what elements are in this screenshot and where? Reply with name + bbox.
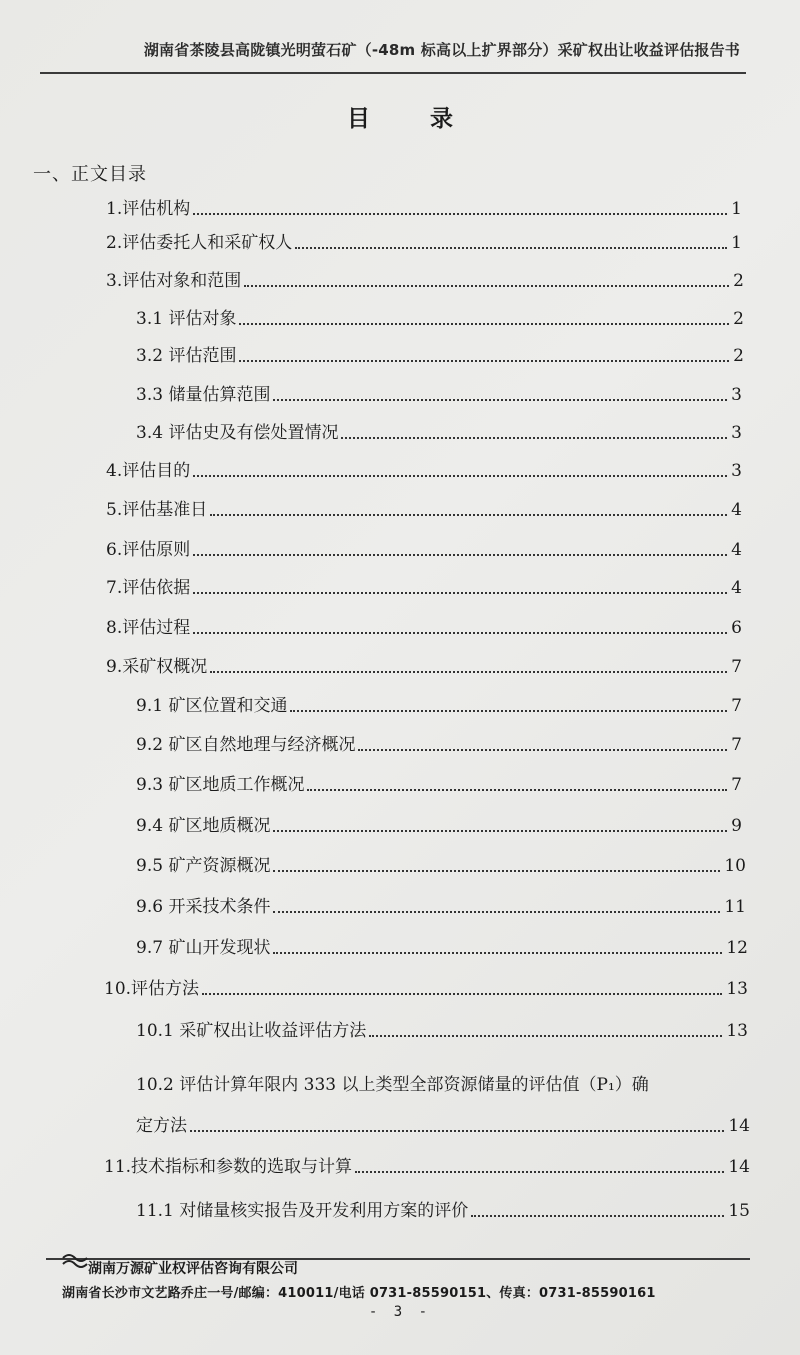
- toc-entry-label: 9.4 矿区地质概况: [136, 816, 271, 836]
- toc-entry: [106, 194, 742, 220]
- toc-entry: [136, 933, 748, 959]
- toc-entry-continuation: 定方法: [136, 1116, 187, 1136]
- toc-leader: [355, 1171, 724, 1173]
- toc-entry-page: 2: [733, 309, 744, 329]
- toc-entry: [136, 730, 742, 756]
- toc-entry-page: 4: [731, 500, 742, 520]
- toc-entry-page: 9: [731, 816, 742, 836]
- toc-leader: [290, 710, 727, 712]
- toc-entry-label: 2.评估委托人和采矿权人: [106, 233, 293, 253]
- toc-leader: [295, 247, 727, 249]
- toc-entry: [106, 613, 742, 639]
- toc-leader: [239, 360, 729, 362]
- footer-address: 湖南省长沙市文艺路乔庄一号/邮编：410011/电话 0731-85590151、传真：0731-85590161: [62, 1286, 656, 1301]
- toc-entry: [136, 851, 746, 877]
- toc-entry: [106, 535, 742, 561]
- toc-entry-page: 11: [724, 897, 746, 917]
- toc-entry-label: 9.3 矿区地质工作概况: [136, 775, 305, 795]
- toc-leader: [193, 592, 727, 594]
- toc-entry: [104, 1152, 750, 1178]
- toc-entry-page: 10: [724, 856, 746, 876]
- toc-entry-label: 9.7 矿山开发现状: [136, 938, 271, 958]
- toc-entry: [136, 892, 746, 918]
- toc-entry-label: 10.2 评估计算年限内 333 以上类型全部资源储量的评估值（P₁）确: [136, 1075, 649, 1095]
- toc-leader: [193, 632, 727, 634]
- toc-entry-label: 7.评估依据: [106, 578, 191, 598]
- toc-entry: [106, 456, 742, 482]
- toc-entry: [136, 811, 742, 837]
- toc-entry-page: 12: [726, 938, 748, 958]
- toc-entry: [136, 1196, 750, 1222]
- toc-entry-label: 9.1 矿区位置和交通: [136, 696, 288, 716]
- toc-entry-label: 3.评估对象和范围: [106, 271, 242, 291]
- toc-entry: [136, 341, 744, 367]
- toc-leader: [273, 830, 727, 832]
- toc-entry-label: 9.5 矿产资源概况: [136, 856, 271, 876]
- toc-entry: [136, 691, 742, 717]
- toc-entry-page: 13: [726, 979, 748, 999]
- toc-entry-label: 9.6 开采技术条件: [136, 897, 271, 917]
- toc-entry: [106, 573, 742, 599]
- toc-leader: [210, 671, 727, 673]
- toc-entry-page: 7: [731, 696, 742, 716]
- toc-leader: [239, 323, 729, 325]
- toc-entry-page: 6: [731, 618, 742, 638]
- toc-entry-page: 1: [731, 199, 742, 219]
- toc-leader: [202, 993, 722, 995]
- toc-entry-page: 3: [731, 461, 742, 481]
- toc-entry-page: 7: [731, 657, 742, 677]
- toc-leader: [307, 789, 727, 791]
- toc-leader: [193, 475, 727, 477]
- toc-entry-label: 3.3 储量估算范围: [136, 385, 271, 405]
- footer-company-name: 湖南万源矿业权评估咨询有限公司: [88, 1261, 298, 1277]
- toc-leader: [369, 1035, 722, 1037]
- toc-entry: [136, 380, 742, 406]
- toc-entry-label: 1.评估机构: [106, 199, 191, 219]
- toc-entry-page: 7: [731, 775, 742, 795]
- toc-entry: [136, 1111, 750, 1137]
- toc-entry-label: 8.评估过程: [106, 618, 191, 638]
- toc-leader: [341, 437, 727, 439]
- toc-entry-page: 2: [733, 271, 744, 291]
- toc-entry: [106, 228, 742, 254]
- toc-entry-label: 9.采矿权概况: [106, 657, 208, 677]
- toc-entry-label: 10.评估方法: [104, 979, 200, 999]
- toc-entry: [136, 770, 742, 796]
- running-header: 湖南省茶陵县高陇镇光明萤石矿（-48m 标高以上扩界部分）采矿权出让收益评估报告书: [143, 41, 740, 59]
- toc-entry-label: 11.技术指标和参数的选取与计算: [104, 1157, 353, 1177]
- toc-entry: [136, 1016, 748, 1042]
- toc-leader: [273, 399, 727, 401]
- section-heading: 一、正文目录: [33, 164, 147, 185]
- toc-leader: [273, 952, 722, 954]
- toc-entry: [136, 418, 742, 444]
- toc-entry: [104, 974, 748, 1000]
- toc-entry-page: 14: [728, 1157, 750, 1177]
- company-logo-icon: [62, 1252, 88, 1270]
- toc-leader: [273, 911, 720, 913]
- toc-entry: [106, 266, 744, 292]
- toc-entry: [106, 495, 742, 521]
- toc-entry-page: 4: [731, 540, 742, 560]
- toc-entry: [136, 304, 744, 330]
- toc-entry-label: 9.2 矿区自然地理与经济概况: [136, 735, 356, 755]
- toc-entry-page: 7: [731, 735, 742, 755]
- toc-entry-page: 4: [731, 578, 742, 598]
- toc-leader: [193, 213, 727, 215]
- toc-leader: [244, 285, 729, 287]
- page-number: - 3 -: [368, 1304, 432, 1320]
- toc-leader: [273, 870, 720, 872]
- toc-entry-page: 1: [731, 233, 742, 253]
- toc-entry-label: 6.评估原则: [106, 540, 191, 560]
- toc-entry-label: 11.1 对储量核实报告及开发利用方案的评价: [136, 1201, 469, 1221]
- toc-entry-page: 14: [728, 1116, 750, 1136]
- toc-entry-page: 2: [733, 346, 744, 366]
- toc-entry-page: 3: [731, 423, 742, 443]
- toc-entry-label: 5.评估基准日: [106, 500, 208, 520]
- toc-leader: [193, 554, 727, 556]
- toc-entry-page: 3: [731, 385, 742, 405]
- toc-entry-label: 10.1 采矿权出让收益评估方法: [136, 1021, 367, 1041]
- toc-entry-label: 4.评估目的: [106, 461, 191, 481]
- toc-title: 目 录: [346, 106, 479, 132]
- toc-leader: [471, 1215, 724, 1217]
- toc-leader: [210, 514, 727, 516]
- toc-leader: [190, 1130, 724, 1132]
- toc-entry: [106, 652, 742, 678]
- toc-entry-label: 3.1 评估对象: [136, 309, 237, 329]
- toc-entry-page: 13: [726, 1021, 748, 1041]
- toc-leader: [358, 749, 727, 751]
- toc-entry-page: 15: [728, 1201, 750, 1221]
- toc-entry-label: 3.2 评估范围: [136, 346, 237, 366]
- toc-entry-label: 3.4 评估史及有偿处置情况: [136, 423, 339, 443]
